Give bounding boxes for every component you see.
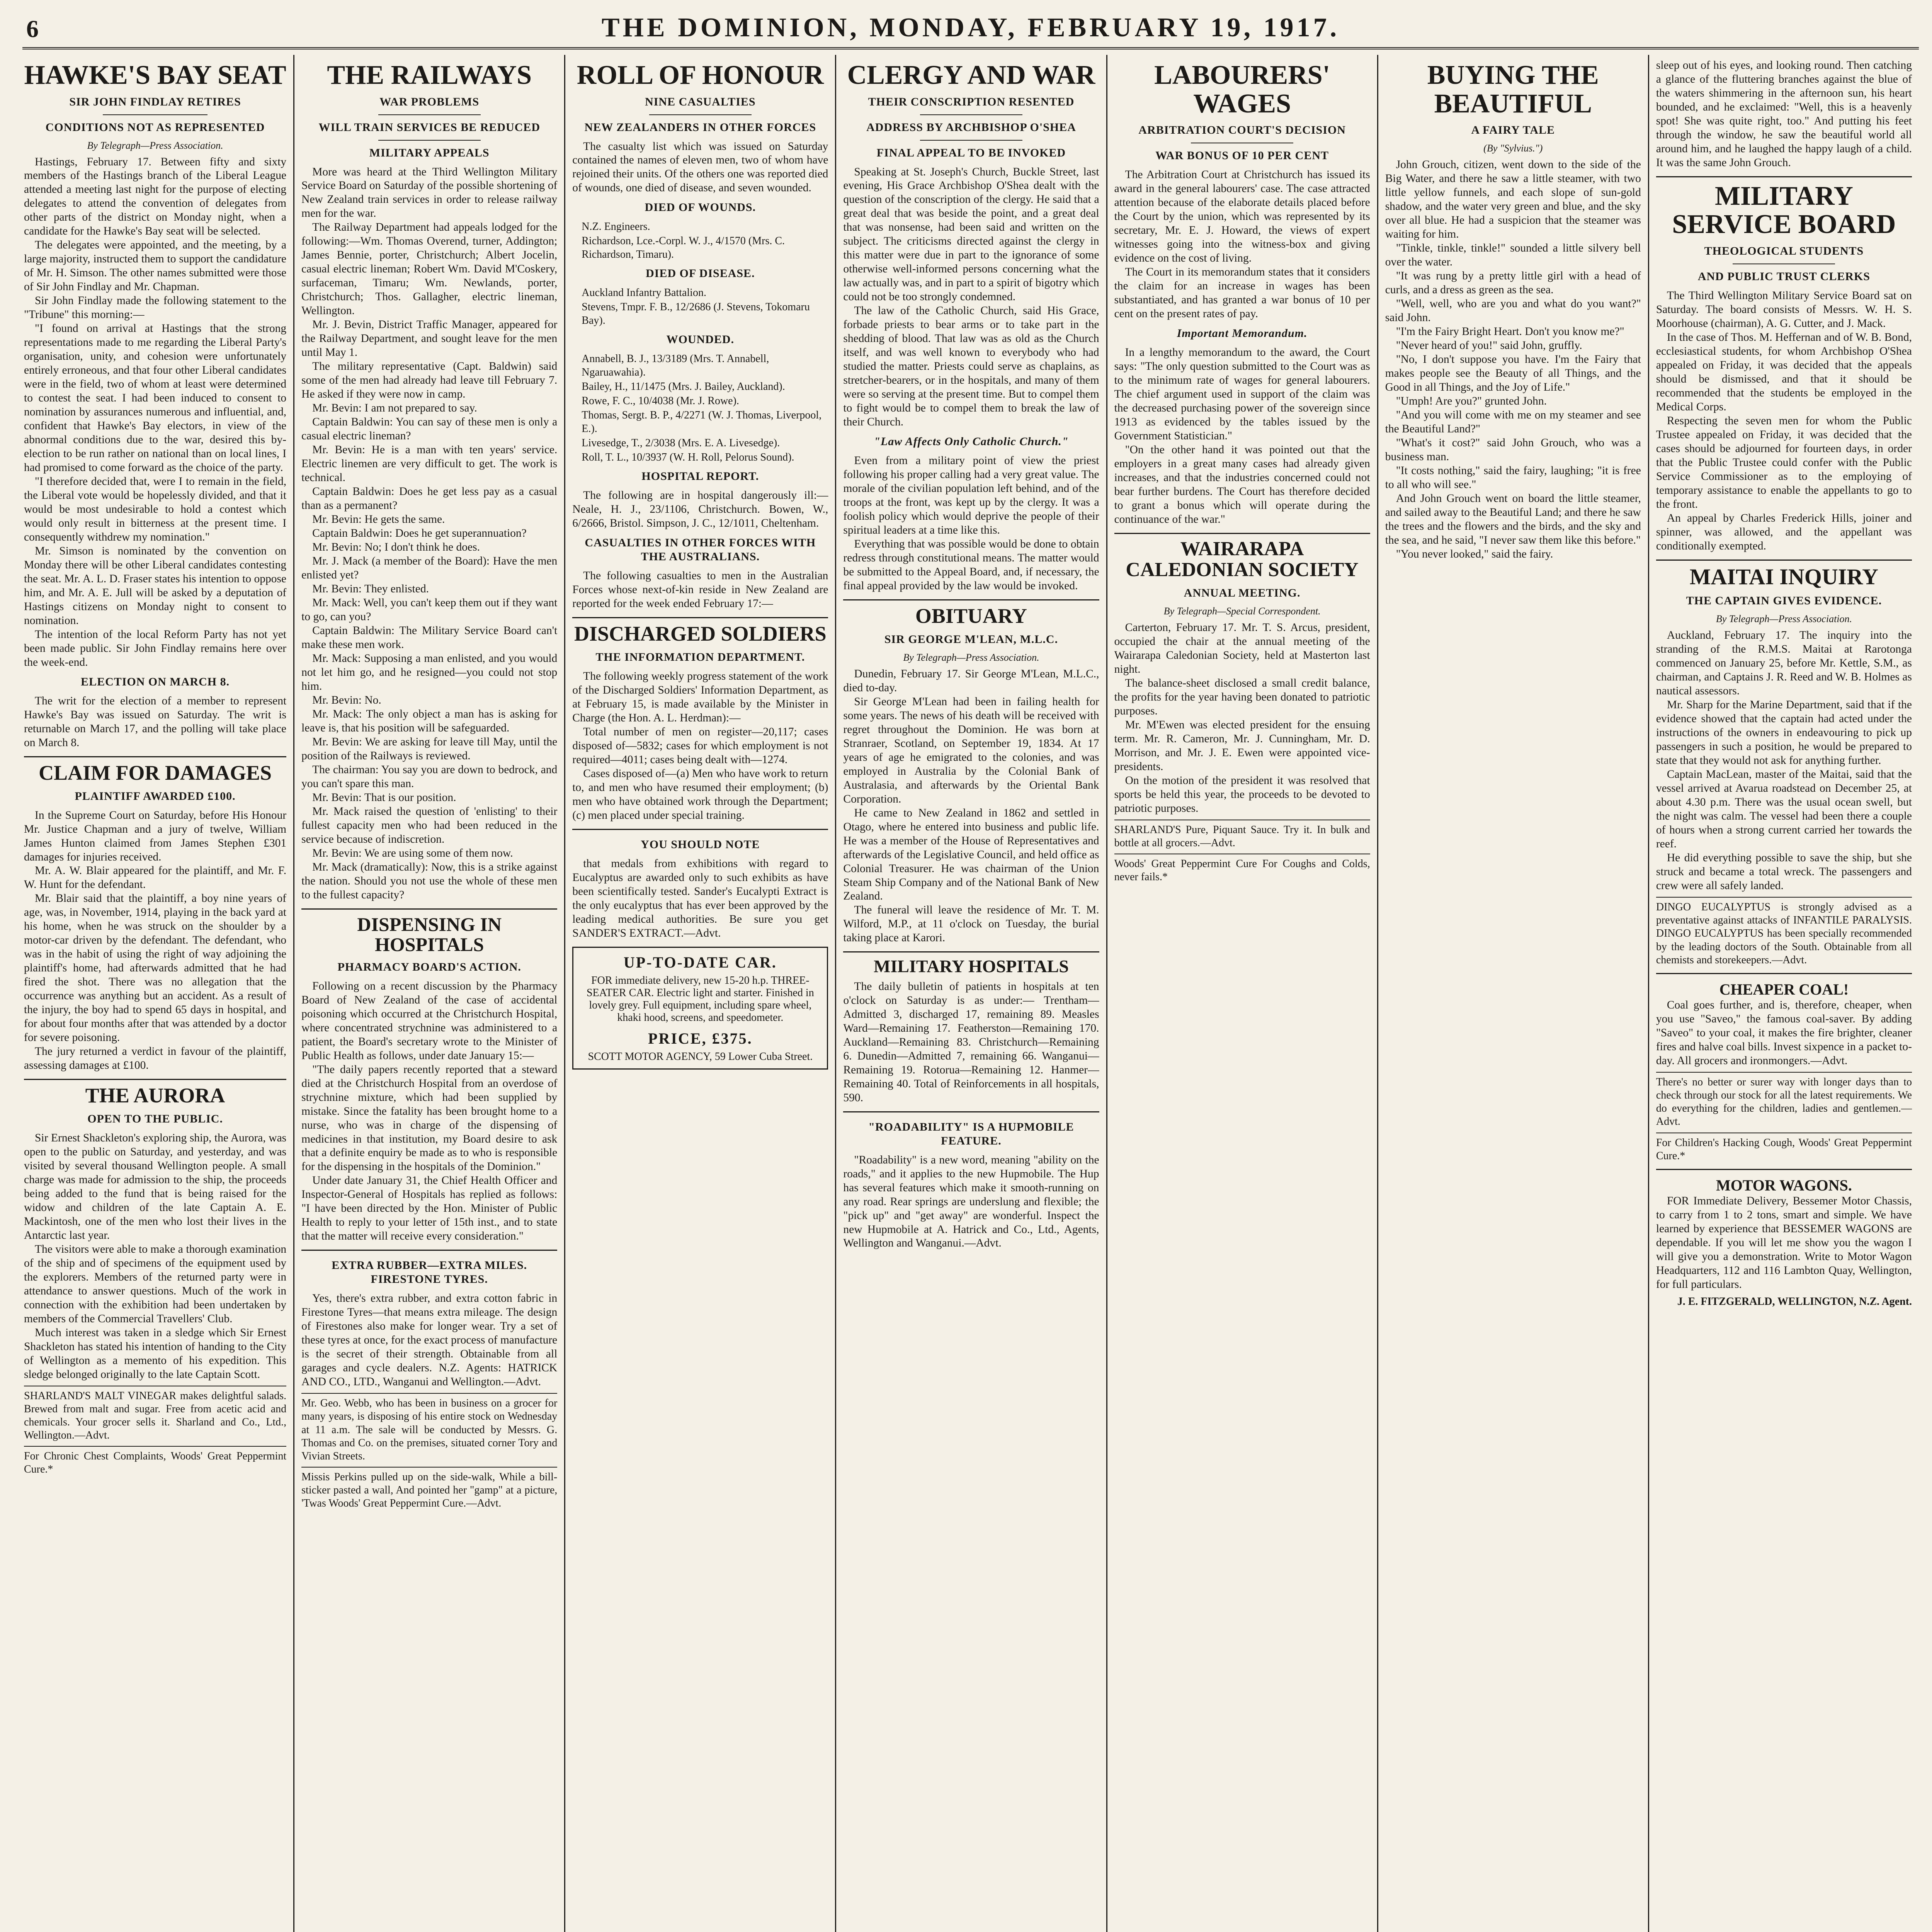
paragraph: Mr. Bevin: No.: [312, 694, 381, 706]
paragraph: "On the other hand it was pointed out that the employers in a great many cases had already given increases, and that the industries concerned could not bear further burdens. The Court has therefore decided to grant a bonus which will operate during the continuance of the war.": [1114, 443, 1370, 526]
paragraph: The chairman: You say you are down to bedrock, and you can't spare this man.: [301, 763, 558, 790]
paragraph: Mr. Sharp for the Marine Department, said that if the evidence showed that the captain had acted under the instructions of the owners in endeavouring to pick up passengers in such a position, he would be prepared to state that they would not ask for anything further.: [1656, 699, 1912, 767]
divider: [920, 140, 1022, 141]
paragraph: An appeal by Charles Frederick Hills, joiner and spinner, was allowed, and the appellant was conditionally exempted.: [1656, 512, 1912, 552]
subheading: DIED OF DISEASE.: [646, 267, 755, 280]
byline: By Telegraph—Special Correspondent.: [1163, 605, 1321, 617]
byline: By Telegraph—Press Association.: [1716, 613, 1852, 625]
paragraph: Dunedin, February 17. Sir George M'Lean, M.L.C., died to-day.: [843, 667, 1099, 694]
paragraph: The writ for the election of a member to represent Hawke's Bay was issued on Saturday. The writ is returnable on March 17, and the polling will take place on March 8.: [24, 694, 287, 749]
paragraph: The following weekly progress statement of the work of the Discharged Soldiers' Information Department, as at February 15, is made available by the Minister in Charge (the Hon. A. L. Herdman):—: [572, 670, 828, 724]
paragraph: Much interest was taken in a sledge which Sir Ernest Shackleton has stated his intention of handing to the City of Wellington as a memento of his expedition. This sledge belonged originally to the late Captain Scott.: [24, 1326, 287, 1381]
deck: WAR PROBLEMS: [379, 95, 480, 108]
casualty-list: [582, 352, 828, 464]
paragraph: Mr. A. W. Blair appeared for the plaintiff, and Mr. F. W. Hunt for the defendant.: [24, 864, 287, 891]
paragraph: Captain Baldwin: Does he get superannuation?: [312, 527, 527, 540]
paragraph: Mr. Bevin: We are asking for leave till May, until the position of the Railways is reviewed.: [301, 735, 558, 762]
deck: WAR BONUS OF 10 PER CENT: [1155, 149, 1329, 162]
ad-headline: CHEAPER COAL!: [1719, 980, 1849, 998]
paragraph: Mr. Bevin: He gets the same.: [312, 513, 445, 526]
article-obituary: [843, 599, 1099, 945]
newspaper-page: [22, 12, 1919, 1932]
headline: MILITARY HOSPITALS: [874, 956, 1069, 976]
deck: MILITARY APPEALS: [369, 146, 490, 159]
divider: [920, 114, 1022, 115]
notice: Mr. Geo. Webb, who has been in business on a grocer for many years, is disposing of his entire stock on Wednesday at 11 a.m. The sale will be conducted by Messrs. G. Thomas and Co. on the premises, situated corner Tory and Vivian Streets.: [301, 1393, 557, 1463]
headline: THE AURORA: [85, 1084, 225, 1107]
paragraph: The Third Wellington Military Service Board sat on Saturday. The board consists of Messrs. W. H. S. Moorhouse (chairman), A. G. Cutter, and J. Mack.: [1656, 289, 1912, 330]
advertisement-hupmobile: [843, 1111, 1099, 1251]
paragraph: "Never heard of you!" said John, gruffly.: [1396, 339, 1582, 352]
paragraph: The delegates were appointed, and the meeting, by a large majority, instructed them to support the candidature of Mr. H. Simson. The other names submitted were those of Sir John Findlay and Mr. Chapman.: [24, 239, 287, 293]
paragraph: "I'm the Fairy Bright Heart. Don't you know me?": [1396, 325, 1624, 338]
deck: SIR JOHN FINDLAY RETIRES: [69, 95, 241, 108]
paragraph: Hastings, February 17. Between fifty and sixty members of the Hastings branch of the Liberal League attended a meeting last night for the purpose of electing delegates to attend the convention of delegates from other parts of the district on Monday night, when a candidate for the Hawke's Bay seat will be selected.: [24, 155, 287, 238]
divider: [649, 114, 752, 115]
subheading: "Law Affects Only Catholic Church.": [874, 435, 1069, 448]
headline: DISCHARGED SOLDIERS: [574, 622, 827, 646]
advertisement: Missis Perkins pulled up on the side-walk, While a bill-sticker pasted a wall, And pointed her "gamp" at a picture, 'Twas Woods' Great Peppermint Cure.—Advt.: [301, 1467, 557, 1510]
divider: [378, 114, 481, 115]
paragraph: The funeral will leave the residence of Mr. T. M. Wilford, M.P., at 11 o'clock on Tuesday, the burial taking place at Karori.: [843, 904, 1099, 944]
page-number: 6: [26, 15, 39, 43]
deck: NEW ZEALANDERS IN OTHER FORCES: [584, 121, 816, 134]
paragraph: "The daily papers recently reported that a steward died at the Christchurch Hospital from an overdose of strychnine mixture, which had been supplied by mistake. Since the fatality has been brought home to a nurse, who was in charge of the dispensing of medicines in that institution, my Board desire to ask that a definite enquiry be made as to who is responsible for the dispensing in the hospitals of the Dominion.": [301, 1063, 558, 1173]
deck: AND PUBLIC TRUST CLERKS: [1697, 270, 1870, 283]
deck: WILL TRAIN SERVICES BE REDUCED: [318, 121, 540, 134]
ad-body: Coal goes further, and is, therefore, cheaper, when you use "Saveo," the famous coal-saver. By adding "Saveo" to your coal, it makes the fire brighter, cleaner fires and halve coal bills. Invest sixpence in a packet to-day. All grocers and ironmongers.—Advt.: [1656, 998, 1912, 1067]
paragraph: "You never looked," said the fairy.: [1396, 548, 1553, 560]
subheading: DIED OF WOUNDS.: [645, 201, 756, 214]
paragraph: The military representative (Capt. Baldwin) said some of the men had already had leave till February 7. He asked if they were now in camp.: [301, 360, 558, 401]
advertisement: For Chronic Chest Complaints, Woods' Great Peppermint Cure.*: [24, 1446, 286, 1476]
paragraph: Under date January 31, the Chief Health Officer and Inspector-General of Hospitals has replied as follows: "I have been directed by the Hon. Minister of Public Health to reply to your letter of 15th inst., and to state that the matter will receive every consideration.": [301, 1174, 558, 1243]
paragraph: Mr. Bevin: No; I don't think he does.: [312, 541, 480, 554]
list-item: Rowe, F. C., 10/4038 (Mr. J. Rowe).: [582, 395, 739, 407]
paragraph: Mr. Mack: The only object a man has is asking for leave is, that his position will be safeguarded.: [301, 707, 558, 734]
paragraph: John Grouch, citizen, went down to the side of the Big Water, and there he saw a little steamer, with two little yellow funnels, and each slope of sun-gold shadow, and the water very green and blue, and the sky over all blue. He had a suspicion that the steamer was waiting for him.: [1385, 158, 1641, 240]
paragraph: The intention of the local Reform Party has not yet been made public. Sir John Findlay remains here over the week-end.: [24, 628, 287, 668]
deck: THE CAPTAIN GIVES EVIDENCE.: [1686, 594, 1882, 607]
advertisement-car: [572, 947, 828, 1070]
article-maitai-inquiry: [1656, 560, 1912, 893]
paragraph: The balance-sheet disclosed a small credit balance, the profits for the year having been donated to patriotic purposes.: [1114, 677, 1370, 717]
paragraph: Carterton, February 17. Mr. T. S. Arcus, president, occupied the chair at the annual meeting of the Wairarapa Caledonian Society, held at Masterton last night.: [1114, 621, 1370, 675]
paragraph: Mr. Mack (dramatically): Now, this is a strike against the nation. Should you not use the whole of these men to the fullest capacity?: [301, 861, 558, 901]
paragraph: Total number of men on register—20,117; cases disposed of—5832; cases for which employment is not required—4011; cases being dealt with—1274.: [572, 725, 828, 766]
paragraph: "I found on arrival at Hastings that the strong representations made to me regarding the Liberal Party's organisation, unity, and cohesion were unfortunately entirely erroneous, and that four other Liberal candidates were in the field, two of whom at least were determined to contest the seat. I had been induced to consent to nomination by assurances numerous and influential, and, confident that Hawke's Bay electors, in view of the abnormal conditions due to the war, desired this by-election to be run rather on national than on local lines, I had promised to come forward as the choice of the party.: [24, 322, 287, 474]
paragraph: He did everything possible to save the ship, but she struck and became a total wreck. The passengers and crew were all safely landed.: [1656, 852, 1912, 892]
headline: DISPENSING IN HOSPITALS: [357, 913, 502, 956]
advertisement-motor-wagons: [1656, 1169, 1912, 1308]
headline: BUYING THE BEAUTIFUL: [1427, 60, 1599, 119]
column-2: [293, 55, 564, 1932]
paragraph: "Umph! Are you?" grunted John.: [1396, 395, 1547, 407]
article-the-aurora: [24, 1079, 286, 1381]
paragraph: The Court in its memorandum states that it considers the claim for an increase in wages has been substantiated, and has granted a war bonus of 10 per cent on the present rates of pay.: [1114, 265, 1370, 320]
paragraph: Sir George M'Lean had been in failing health for some years. The news of his death will be received with regret throughout the Dominion. He was born at Stranraer, Scotland, on September 19, 1834. At 17 years of age he emigrated to the colonies, and was employed in Australia by the Colonial Bank of Australasia, and afterwards by the Oriental Bank Corporation.: [843, 695, 1099, 805]
article-labourers-wages: [1114, 61, 1370, 527]
paragraph: The Railway Department had appeals lodged for the following:—Wm. Thomas Overend, turner, Addington; James Bennie, porter, Christchurch; Albert Jocelin, casual electric lineman; Robert Wm. David M'Coskery, surfaceman, Timaru; Wm. Newlands, porter, Christchurch; Thos. Gallagher, electric lineman, Wellington.: [301, 221, 558, 317]
advertisement-firestone: [301, 1250, 557, 1389]
headline: WAIRARAPA CALEDONIAN SOCIETY: [1126, 537, 1359, 581]
paragraph: "It costs nothing," said the fairy, laughing; "it is free to all who will see.": [1385, 464, 1641, 491]
ad-headline: "ROADABILITY" IS A HUPMOBILE FEATURE.: [868, 1120, 1074, 1147]
paragraph: The following are in hospital dangerously ill:—Neale, H. J., 23/1106, Christchurch. Bowen, W., 6/2666, Bristol. Simpson, J. C., 12/1011, Cheltenham.: [572, 489, 828, 530]
deck: PLAINTIFF AWARDED £100.: [75, 789, 236, 803]
masthead-title: THE DOMINION, MONDAY, FEBRUARY 19, 1917.: [601, 13, 1340, 43]
article-roll-of-honour: [572, 61, 828, 611]
paragraph: Even from a military point of view the priest following his proper calling had a very great value. The morale of the civilian population left behind, and of the troops at the front, was kept up by the clergy. It was a foolish policy which would deprive the people of their spiritual leaders at a time like this.: [843, 454, 1099, 537]
list-item: Roll, T. L., 10/3937 (W. H. Roll, Pelorus Sound).: [582, 451, 794, 464]
paragraph: More was heard at the Third Wellington Military Service Board on Saturday of the possible shortening of New Zealand train services in order to release railway men for the war.: [301, 165, 558, 220]
paragraph: Captain MacLean, master of the Maitai, said that the vessel arrived at Avarua roadstead on December 25, at about 4.30 p.m. There was the usual ocean swell, but the night was calm. The vessel had been there a couple of hours when a strong current carried her towards the reef.: [1656, 768, 1912, 850]
paragraph: In the Supreme Court on Saturday, before His Honour Mr. Justice Chapman and a jury of twelve, William James Hunton claimed from James Stephen £301 damages for injuries received.: [24, 809, 287, 863]
paragraph: Mr. Bevin: I am not prepared to say.: [312, 402, 477, 415]
paragraph: "I therefore decided that, were I to remain in the field, the Liberal vote would be hopelessly divided, and that it would be most undesirable to hold a contest which would only result in bitterness at the present time. I consequently withdrew my nomination.": [24, 475, 287, 544]
paragraph: Sir John Findlay made the following statement to the "Tribune" this morning:—: [24, 294, 287, 321]
paragraph: Speaking at St. Joseph's Church, Buckle Street, last evening, His Grace Archbishop O'Shea dealt with the question of the conscription of the clergy. He said that a great deal that was beside the point, and a great deal that was nonsense, had been said and written on the subject. The criticisms directed against the clergy in this matter were due in part to the ignorance of some otherwise well-informed persons concerning what the law actually was, and in part to a spirit of bigotry which could not be too strongly condemned.: [843, 165, 1099, 303]
paragraph: sleep out of his eyes, and looking round. Then catching a glance of the fluttering branches against the blue of the waters shimmering in the afternoon sun, his heart bounded, and he exclaimed: "Well, this is a heavenly spot! She was quite right, too." And putting his feet through the window, he saw the beautiful world all around him, and he laughed the happy laugh of a child. It was the same John Grouch.: [1656, 59, 1912, 169]
subheading: ELECTION ON MARCH 8.: [81, 675, 230, 688]
subheading: Important Memorandum.: [1177, 327, 1308, 340]
paragraph: The Arbitration Court at Christchurch has issued its award in the general labourers' case. The case attracted attention because of the elaborate details placed before the Court by the union, which was represented by its secretary, Mr. E. J. Howard, the views of expert witnesses going into the witness-box and giving evidence on the cost of living.: [1114, 168, 1370, 264]
paragraph: Mr. Bevin: That is our position.: [312, 791, 456, 804]
deck: FINAL APPEAL TO BE INVOKED: [876, 146, 1066, 159]
paragraph: He came to New Zealand in 1862 and settled in Otago, where he entered into business and public life. He was a member of the House of Representatives and afterwards of the Legislative Council, and held office as Colonial Treasurer. He was chairman of the Union Steam Ship Company and of the National Bank of New Zealand.: [843, 806, 1099, 903]
paragraph: The visitors were able to make a thorough examination of the ship and of specimens of the equipment used by the explorers. Members of the returned party were in attendance to answer questions. Much of the work in connection with the exhibition had been undertaken by members of the Commercial Travellers' Club.: [24, 1243, 287, 1325]
paragraph: Sir Ernest Shackleton's exploring ship, the Aurora, was open to the public on Saturday, and yesterday, and was visited by several thousand Wellington people. A small charge was made for admission to the ship, the proceeds being added to the fund that is being raised for the widow and children of the late Captain A. E. Mackintosh, one of the men who lost their lives in the Antarctic last year.: [24, 1131, 287, 1242]
columns: [22, 55, 1919, 1932]
byline: By Telegraph—Press Association.: [903, 651, 1039, 663]
paragraph: The daily bulletin of patients in hospitals at ten o'clock on Saturday is as under:— Trentham—Admitted 3, discharged 17, remaining 89. Measles Ward—Remaining 17. Featherston—Remaining 170. Auckland—Remaining 83. Christchurch—Remaining 6. Dunedin—Admitted 7, remaining 66. Wanganui—Remaining 19. Rotorua—Remaining 12. Hanmer—Remaining 40. Total of Reinforcements in all hospitals, 590.: [843, 980, 1099, 1104]
deck: THEIR CONSCRIPTION RESENTED: [868, 95, 1075, 108]
subheading: HOSPITAL REPORT.: [641, 470, 759, 483]
deck: THEOLOGICAL STUDENTS: [1704, 244, 1864, 257]
paragraph: "Well, well, who are you and what do you want?" said John.: [1385, 297, 1641, 324]
advertisement: SHARLAND'S MALT VINEGAR makes delightful salads. Brewed from malt and sugar. Free from acetic acid and chemicals. Your grocer sells it. Sharland and Co., Ltd., Wellington.—Advt.: [24, 1386, 286, 1442]
divider: [378, 140, 481, 141]
advertisement-cheaper-coal: [1656, 973, 1912, 1068]
paragraph: Respecting the seven men for whom the Public Trustee appealed on Friday, it was decided that the cases should be adjourned for fourteen days, in order that the Public Trustee could confer with the Public Service Commissioner as to the employing of temporary assistance to enable the appellants to go to the front.: [1656, 414, 1912, 510]
headline: OBITUARY: [915, 604, 1027, 628]
headline: LABOURERS' WAGES: [1154, 60, 1330, 119]
casualty-list: [582, 220, 828, 261]
ad-body: Yes, there's extra rubber, and extra cotton fabric in Firestone Tyres—that means extra mileage. The design of Firestones also make for longer wear. Try a set of these tyres at once, for the exact process of manufacture is the secret of their strength. Obtainable from all garages and cycle dealers. N.Z. Agents: HATRICK AND CO., LTD., Wanganui and Wellington.—Advt.: [301, 1292, 558, 1388]
list-item: Thomas, Sergt. B. P., 4/2271 (W. J. Thomas, Liverpool, E.).: [582, 409, 822, 435]
paragraph: The casualty list which was issued on Saturday contained the names of eleven men, two of whom have rejoined their units. Of the others one was reported died of wounds, one died of disease, and seven wounded.: [572, 140, 828, 194]
ad-body: "Roadability" is a new word, meaning "ability on the roads," and it applies to the new Hupmobile. The Hup has several features which make it smooth-running on any road. Rear springs are underslung and flexible; the "pick up" and "get away" are wonderful. Inspect the new Hupmobile at A. Hatrick and Co., Ltd., Agents, Wellington and Wanganui.—Advt.: [843, 1153, 1099, 1250]
paragraph: In the case of Thos. M. Heffernan and of W. B. Bond, ecclesiastical students, for whom Archbishop O'Shea appealed on Friday, it was decided that the appeals should be dismissed, and that it should be recommended that the students be employed in the Medical Corps.: [1656, 331, 1912, 413]
ad-body: FOR immediate delivery, new 15-20 h.p. THREE-SEATER CAR. Electric light and starter. Finished in lovely grey. Full equipment, including spare wheel, khaki hood, screens, and speedometer.: [586, 974, 814, 1024]
paragraph: Captain Baldwin: You can say of these men is only a casual electric lineman?: [301, 416, 558, 442]
advertisement: SHARLAND'S Pure, Piquant Sauce. Try it. In bulk and bottle at all grocers.—Advt.: [1114, 820, 1370, 850]
masthead: [22, 12, 1919, 49]
paragraph: Everything that was possible would be done to obtain redress through constitutional means. The matter would be submitted to the Appeal Board, and, if necessary, the final appeal provided by the law would be invoked.: [843, 538, 1099, 592]
article-discharged-soldiers: [572, 617, 828, 823]
deck: OPEN TO THE PUBLIC.: [87, 1112, 223, 1125]
paragraph: Captain Baldwin: The Military Service Board can't make these men work.: [301, 624, 558, 651]
list-item: Bailey, H., 11/1475 (Mrs. J. Bailey, Auckland).: [582, 381, 785, 393]
article-claim-for-damages: [24, 756, 286, 1073]
column-5: [1106, 55, 1377, 1932]
paragraph: Cases disposed of—(a) Men who have work to return to, and men who have resumed their employment; (b) men who have obtained work through the Department; (c) men placed under special training.: [572, 767, 828, 821]
advertisement: For Children's Hacking Cough, Woods' Great Peppermint Cure.*: [1656, 1133, 1912, 1163]
headline: CLERGY AND WAR: [847, 60, 1095, 90]
paragraph: Mr. Bevin: We are using some of them now.: [312, 847, 513, 859]
ad-body: FOR Immediate Delivery, Bessemer Motor Chassis, to carry from 1 to 2 tons, smart and simple. We have learned by experience that BESSEMER WAGONS are dependable. If you will let me show you the wagon I will give you a demonstration. Write to Motor Wagon Headquarters, 112 and 116 Lambton Quay, Wellington, for full particulars.: [1656, 1194, 1912, 1291]
ad-price: PRICE, £375.: [648, 1029, 753, 1047]
paragraph: "And you will come with me on my steamer and see the Beautiful Land?": [1385, 408, 1641, 435]
ad-headline: MOTOR WAGONS.: [1716, 1176, 1852, 1194]
advertisement: DINGO EUCALYPTUS is strongly advised as a preventative against attacks of INFANTILE PARALYSIS. DINGO EUCALYPTUS has been specially recommended by the leading doctors of the South. Obtainable from all chemists and storekeepers.—Advt.: [1656, 897, 1912, 967]
paragraph: Mr. Bevin: They enlisted.: [312, 583, 429, 595]
ad-agency: SCOTT MOTOR AGENCY, 59 Lower Cuba Street.: [588, 1050, 813, 1063]
column-1: [22, 55, 293, 1932]
paragraph: In a lengthy memorandum to the award, the Court says: "The only question submitted to the Court was as to the minimum rate of wages for general labourers. The chief argument used in support of the claim was the decreased purchasing power of the sovereign since 1913 as evidenced by the tables issued by the Government Statistician.": [1114, 346, 1370, 442]
paragraph: "No, I don't suppose you have. I'm the Fairy that makes people see the Beauty of all Things, and the Good in all Things, and the Joy of Life.": [1385, 353, 1641, 393]
headline: ROLL OF HONOUR: [577, 60, 824, 90]
advertisement: Woods' Great Peppermint Cure For Coughs and Colds, never fails.*: [1114, 854, 1370, 884]
deck: CONDITIONS NOT AS REPRESENTED: [45, 121, 265, 134]
list-item: N.Z. Engineers.: [582, 221, 650, 233]
ad-signature: J. E. FITZGERALD, WELLINGTON, N.Z. Agent.: [1677, 1295, 1912, 1308]
deck: THE INFORMATION DEPARTMENT.: [595, 651, 805, 664]
article-the-railways: [301, 61, 557, 902]
paragraph: Mr. J. Mack (a member of the Board): Have the men enlisted yet?: [301, 555, 558, 582]
article-military-service-board: [1656, 176, 1912, 553]
paragraph: "It was rung by a pretty little girl with a head of curls, and a dress as green as the sea.: [1385, 269, 1641, 296]
column-7: [1648, 55, 1919, 1932]
column-4: [835, 55, 1106, 1932]
list-item: Richardson, Lce.-Corpl. W. J., 4/1570 (Mrs. C. Richardson, Timaru).: [582, 235, 785, 261]
paragraph: Auckland, February 17. The inquiry into the stranding of the R.M.S. Maitai at Rarotonga commenced on January 25, before Mr. Kettle, S.M., as chairman, and Captains J. R. Reed and W. B. Holmes as nautical assessors.: [1656, 629, 1912, 697]
paragraph: "Tinkle, tinkle, tinkle!" sounded a little silvery bell over the water.: [1385, 242, 1641, 268]
headline: THE RAILWAYS: [327, 60, 532, 90]
ad-headline: UP-TO-DATE CAR.: [623, 953, 777, 971]
deck: SIR GEORGE M'LEAN, M.L.C.: [884, 633, 1058, 646]
paragraph: Mr. Mack: Supposing a man enlisted, and you would not let him go, and he resigned—you could not stop him.: [301, 652, 558, 692]
column-3: [564, 55, 835, 1932]
paragraph: Mr. J. Bevin, District Traffic Manager, appeared for the Railway Department, and sought leave for the men until May 1.: [301, 318, 558, 359]
list-item: Stevens, Tmpr. F. B., 12/2686 (J. Stevens, Tokomaru Bay).: [582, 301, 810, 327]
byline: By Telegraph—Press Association.: [87, 139, 223, 151]
paragraph: Mr. Simson is nominated by the convention on Monday there will be other Liberal candidates contesting the seat. Mr. A. L. D. Fraser states his intention to oppose him, and Mr. A. E. Jull will be asked by a deputation of Hastings citizens on Monday night to consent to nomination.: [24, 545, 287, 627]
paragraph: Mr. Bevin: He is a man with ten years' service. Electric linemen are very difficult to get. The work is technical.: [301, 444, 558, 484]
deck: NINE CASUALTIES: [645, 95, 756, 108]
paragraph: Following on a recent discussion by the Pharmacy Board of New Zealand of the case of accidental poisoning which occurred at the Christchurch Hospital, where concentrated strychnine was administered to a patient, the Board's secretary wrote to the Minister of Public Health as follows, under date January 15:—: [301, 980, 558, 1062]
paragraph: Mr. Blair said that the plaintiff, a boy nine years of age, was, in November, 1914, playing in the back yard at his home, when he was struck on the shoulder by a motor-car driven by the defendant. The defendant, who was in the habit of using the right of way adjoining the plaintiff's home, had afterwards admitted that he had fired the shot. There was no allegation that the occurrence was anything but an accident. As a result of the injury, the boy had to spend 65 days in hospital, and for about four months after that was attended by a doctor for severe poisoning.: [24, 892, 287, 1044]
headline: HAWKE'S BAY SEAT: [24, 60, 286, 90]
byline: (By "Sylvius."): [1483, 143, 1543, 154]
headline: CLAIM FOR DAMAGES: [39, 761, 272, 784]
deck: ARBITRATION COURT'S DECISION: [1138, 124, 1346, 136]
article-wairarapa-caledonian: [1114, 533, 1370, 816]
paragraph: The following casualties to men in the Australian Forces whose next-of-kin reside in New Zealand are reported for the week ended February 17:—: [572, 570, 828, 610]
list-item: Auckland Infantry Battalion.: [582, 287, 706, 299]
ad-body: that medals from exhibitions with regard to Eucalyptus are awarded only to such exhibits as have been scientifically tested. Sander's Eucalypti Extract is the only eucalyptus that has ever been approved by the leading medical authorities. Be sure you get SANDER'S EXTRACT.—Advt.: [572, 857, 828, 939]
deck: ADDRESS BY ARCHBISHOP O'SHEA: [866, 121, 1076, 134]
list-item: Livesedge, T., 2/3038 (Mrs. E. A. Livesedge).: [582, 437, 780, 449]
article-buying-the-beautiful: [1385, 61, 1641, 561]
paragraph: Captain Baldwin: Does he get less pay as a casual than as a permanent?: [301, 485, 558, 512]
paragraph: Mr. Mack: Well, you can't keep them out if they want to go, can you?: [301, 597, 558, 623]
paragraph: Mr. Mack raised the question of 'enlisting' to their fullest capacity men who had been reduced in the service because of indiscretion.: [301, 805, 558, 845]
paragraph: "What's it cost?" said John Grouch, who was a business man.: [1385, 436, 1641, 463]
article-dispensing-in-hospitals: [301, 908, 557, 1244]
deck: A FAIRY TALE: [1471, 124, 1555, 136]
paragraph: Mr. M'Ewen was elected president for the ensuing term. Mr. R. Cameron, Mr. J. Cunningham, Mr. D. Morrison, and Mr. J. E. Ewen were appointed vice-presidents.: [1114, 718, 1370, 773]
headline: MILITARY SERVICE BOARD: [1672, 181, 1896, 240]
divider: [103, 114, 208, 115]
ad-headline: YOU SHOULD NOTE: [641, 838, 760, 851]
headline: MAITAI INQUIRY: [1689, 564, 1879, 589]
article-military-hospitals: [843, 951, 1099, 1105]
deck: ANNUAL MEETING.: [1184, 586, 1301, 599]
paragraph: The law of the Catholic Church, said His Grace, forbade priests to bear arms or to take part in the shedding of blood. That law was as old as the Church itself, and was well known to everybody who had studied the matter. Priests could serve as chaplains, as stretcher-bearers, or in the hospitals, and many of them were so serving at the present time. But to compel them to fight would be to compel them to break the law of their Church.: [843, 304, 1099, 429]
article-hawkes-bay-seat: [24, 61, 286, 750]
paragraph: The jury returned a verdict in favour of the plaintiff, assessing damages at £100.: [24, 1045, 287, 1072]
casualty-list: [582, 286, 828, 327]
subheading: CASUALTIES IN OTHER FORCES WITH THE AUSTRALIANS.: [585, 536, 816, 563]
deck: PHARMACY BOARD'S ACTION.: [337, 960, 521, 973]
list-item: Annabell, B. J., 13/3189 (Mrs. T. Annabell, Ngaruawahia).: [582, 353, 769, 379]
paragraph: And John Grouch went on board the little steamer, and sailed away to the Beautiful Land; and there he saw the trees and the flowers and the birds, and the sky and the sea, and he said, "I never saw them like this before.": [1385, 492, 1641, 546]
advertisement-sanders: [572, 829, 828, 940]
ad-headline: EXTRA RUBBER—EXTRA MILES. FIRESTONE TYRES.: [332, 1259, 527, 1286]
subheading: WOUNDED.: [666, 333, 735, 346]
paragraph: On the motion of the president it was resolved that sports be held this year, the proceeds to be devoted to patriotic purposes.: [1114, 774, 1370, 815]
advertisement: There's no better or surer way with longer days than to check through our stock for all the latest requirements. We do everything for the children, ladies and gentlemen.—Advt.: [1656, 1072, 1912, 1129]
column-6: [1377, 55, 1648, 1932]
article-clergy-and-war: [843, 61, 1099, 593]
